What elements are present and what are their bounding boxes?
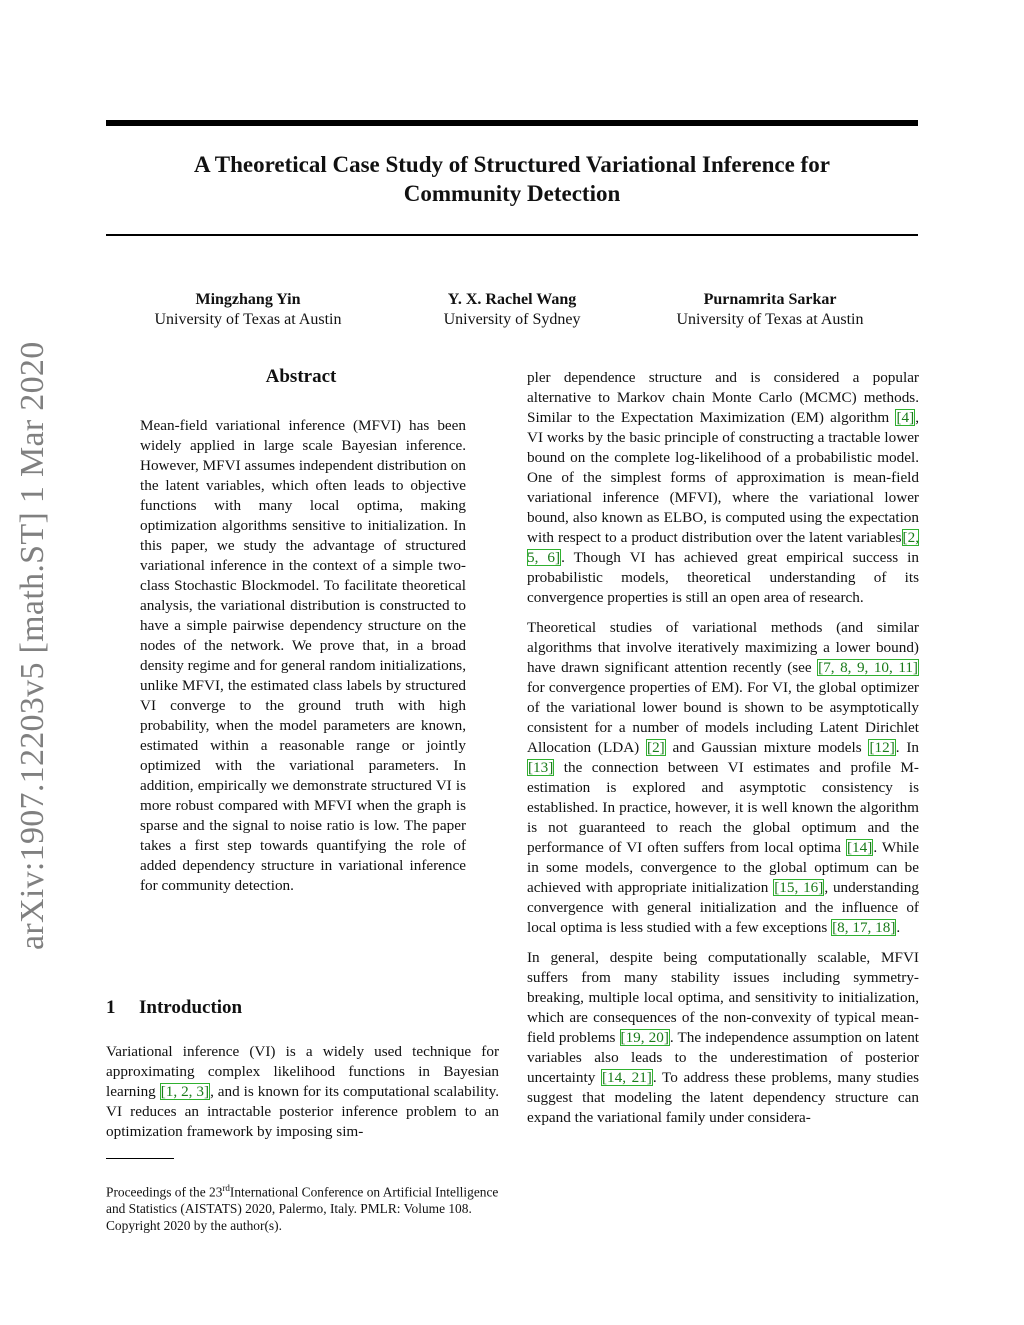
body-text: . In bbox=[895, 739, 920, 756]
body-text: the connection between VI estimates and profile M-estimation is explored and asymptotic consistency is established. In practice, however, it is well known the algorithm is not guaranteed to reach the global optimum and the performance of VI often suffers from local optima bbox=[527, 759, 919, 856]
abstract-body: Mean-field variational inference (MFVI) has been widely applied in large scale Bayesian inference. However, MFVI assumes independent distribution on the latent variables, which often leads to objective functions with many local optima, making optimization algorithms sensitive to initialization. In this paper, we study the advantage of structured variational inference in the context of a simple two-class Stochastic Blockmodel. To facilitate theoretical analysis, the variational distribution is constructed to have a simple pairwise dependency structure on the nodes of the network. We prove that, in a broad density regime and for general random initializations, unlike MFVI, the estimated class labels by structured VI converge to the ground truth with high probability, when the model parameters are known, estimated within a reasonable range or jointly optimized with the variational parameters. In addition, empirically we demonstrate structured VI is more robust compared with MFVI when the graph is sparse and the signal to noise ratio is low. The paper takes a first step towards quantifying the role of added dependency structure in variational inference for community detection. bbox=[140, 417, 467, 894]
arxiv-stamp: arXiv:1907.12203v5 [math.ST] 1 Mar 2020 bbox=[14, 341, 51, 950]
body-text: , VI works by the basic principle of constructing a tractable lower bound on the complete log-likelihood of a probabilistic model. One of the simplest forms of approximation is mean-field variational inference (MFVI), where the variational lower bound, also known as ELBO, is computed using the expectation with respect to a product distribution over the latent variables bbox=[527, 409, 919, 546]
intro-paragraph bbox=[106, 1042, 499, 1142]
section-heading bbox=[106, 997, 242, 1019]
author-name: Purnamrita Sarkar bbox=[703, 291, 837, 308]
abstract-heading: Abstract bbox=[265, 366, 337, 387]
paper-title bbox=[106, 150, 918, 208]
body-text: , understanding convergence with general initialization and the influence of local optima is less studied with a few exceptions bbox=[527, 879, 919, 936]
citation-link[interactable]: [14] bbox=[847, 839, 873, 856]
citation-link[interactable]: [1, 2, 3] bbox=[160, 1083, 210, 1100]
right-column bbox=[527, 368, 919, 1138]
footnote-superscript: rd bbox=[222, 1183, 230, 1193]
author-1 bbox=[118, 290, 378, 330]
citation-link[interactable]: [2, 5, 6] bbox=[527, 529, 919, 566]
author-affiliation: University of Sydney bbox=[443, 311, 581, 328]
body-text: . Though VI has achieved great empirical success in probabilistic models, theoretical understanding of its convergence properties is still an open area of research. bbox=[527, 549, 919, 606]
author-affiliation: University of Texas at Austin bbox=[676, 311, 864, 328]
paragraph-2 bbox=[527, 618, 919, 938]
section-title: Introduction bbox=[139, 997, 243, 1018]
citation-link[interactable]: [13] bbox=[528, 759, 554, 776]
body-text: In general, despite being computationally scalable, MFVI suffers from many stability issues including symmetry-breaking, multiple local optima, and sensitivity to initialization, which are consequences of the non-convexity of typical mean-field problems bbox=[527, 949, 919, 1046]
body-text: and Gaussian mixture models bbox=[665, 739, 869, 756]
paragraph-3 bbox=[527, 948, 919, 1128]
citation-link[interactable]: [15, 16] bbox=[774, 879, 824, 896]
title-line-2: Community Detection bbox=[403, 181, 621, 206]
citation-link[interactable]: [19, 20] bbox=[620, 1029, 669, 1046]
citation-link[interactable]: [7, 8, 9, 10, 11] bbox=[818, 659, 918, 676]
body-text: . While in some models, convergence to the global optimum can be achieved with appropriate initialization bbox=[527, 839, 919, 896]
footnote-rule bbox=[106, 1158, 174, 1159]
author-affiliation: University of Texas at Austin bbox=[154, 311, 342, 328]
author-name: Y. X. Rachel Wang bbox=[447, 291, 577, 308]
citation-link[interactable]: [12] bbox=[869, 739, 895, 756]
citation-link[interactable]: [14, 21] bbox=[601, 1069, 652, 1086]
footnote bbox=[106, 1180, 504, 1234]
footnote-text: Proceedings of the 23 bbox=[106, 1184, 223, 1200]
footnote-text: International Conference on Artificial Intelligence and Statistics (AISTATS) 2020, Palermo, Italy. PMLR: Volume 108. Copyright 2020 by the author(s). bbox=[106, 1184, 499, 1234]
body-text: . To address these problems, many studies suggest that modeling the latent dependency structure can expand the variational family under considera- bbox=[527, 1069, 919, 1126]
body-text: . bbox=[896, 919, 901, 936]
body-text: . The independence assumption on latent variables also leads to the underestimation of posterior uncertainty bbox=[527, 1029, 920, 1086]
title-line-1: A Theoretical Case Study of Structured Variational Inference for bbox=[194, 152, 830, 177]
body-text: for convergence properties of EM). For VI, the global optimizer of the variational lower bound is shown to be asymptotically consistent for a number of models including Latent Dirichlet Allocation (LDA) bbox=[527, 679, 919, 756]
intro-text: , and is known for its computational scalability. VI reduces an intractable posterior inference problem to an optimization framework by imposing sim- bbox=[106, 1083, 499, 1140]
title-top-rule bbox=[106, 120, 918, 126]
citation-link[interactable]: [2] bbox=[647, 739, 665, 756]
title-bottom-rule bbox=[106, 234, 918, 236]
author-2 bbox=[382, 290, 642, 330]
body-text: pler dependence structure and is considered a popular alternative to Markov chain Monte Carlo (MCMC) methods. Similar to the Expectation Maximization (EM) algorithm bbox=[527, 369, 919, 426]
body-text: Theoretical studies of variational methods (and similar algorithms that involve iteratively maximizing a lower bound) have drawn significant attention recently (see bbox=[527, 619, 919, 676]
section-number: 1 bbox=[106, 997, 116, 1018]
intro-text: Variational inference (VI) is a widely used technique for approximating complex likelihood functions in Bayesian learning bbox=[106, 1043, 499, 1100]
citation-link[interactable]: [8, 17, 18] bbox=[832, 919, 896, 936]
paragraph-1 bbox=[527, 368, 919, 608]
citation-link[interactable]: [4] bbox=[896, 409, 915, 426]
author-3 bbox=[640, 290, 900, 330]
author-name: Mingzhang Yin bbox=[195, 291, 301, 308]
